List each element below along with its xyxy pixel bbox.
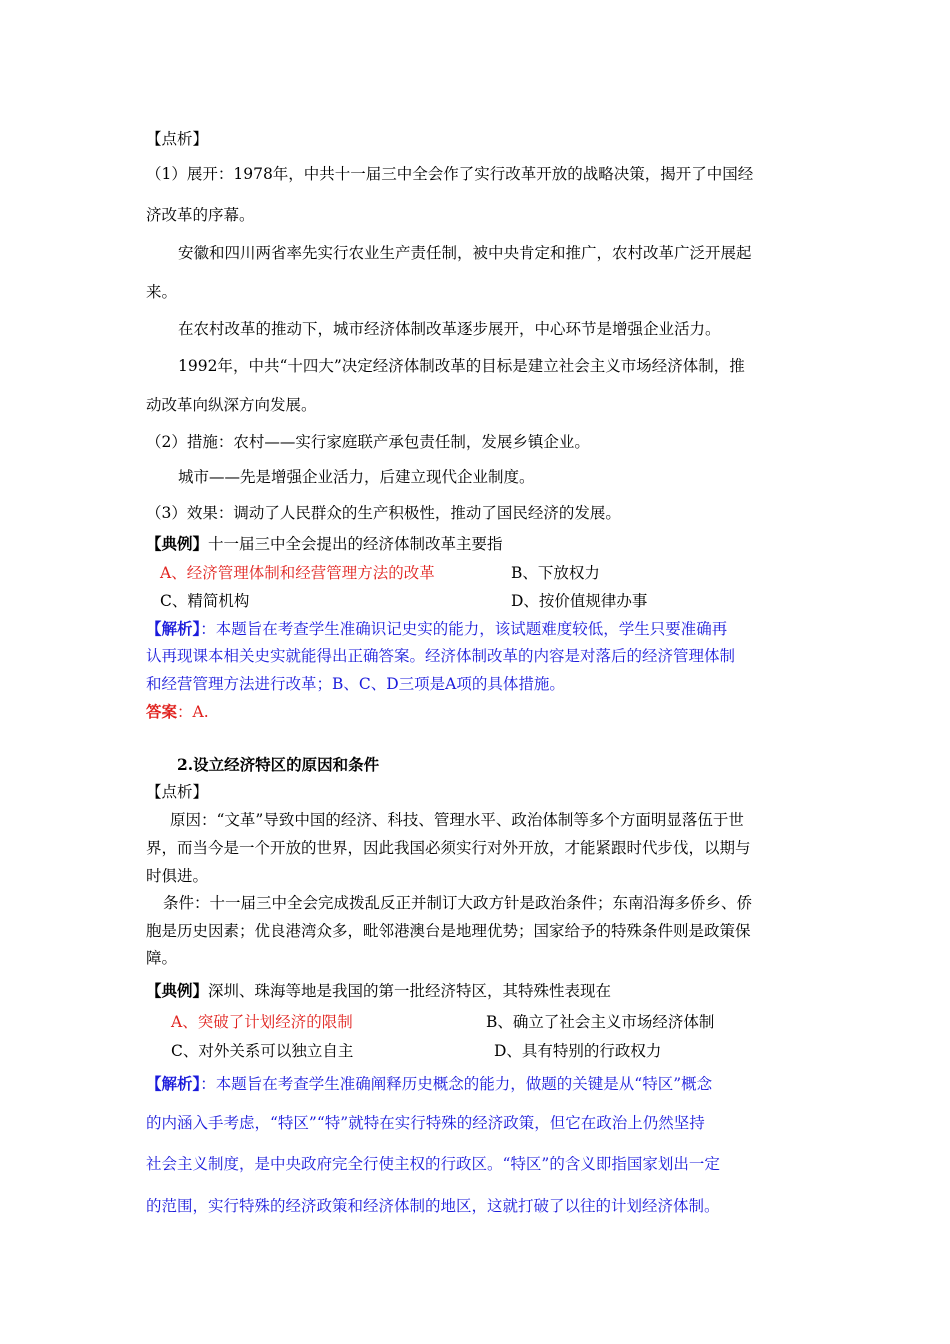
analysis-line: 的内涵入手考虑，“特区”“特”就特在实行特殊的经济政策，但它在政治上仍然坚持 — [146, 1114, 705, 1132]
dianxi-label: 【点析】 — [146, 783, 209, 801]
example-question — [146, 981, 611, 1001]
analysis-line: 的范围，实行特殊的经济政策和经济体制的地区，这就打破了以往的计划经济体制。 — [146, 1197, 720, 1215]
analysis-line: 社会主义制度，是中央政府完全行使主权的行政区。“特区”的含义即指国家划出一定 — [146, 1155, 720, 1173]
option-d: D、按价值规律办事 — [511, 592, 648, 610]
analysis-line: 和经营管理方法进行改革；B、C、D三项是A项的具体措施。 — [146, 675, 565, 693]
analysis-line — [146, 1074, 712, 1094]
example-label: 【典例】 — [146, 534, 209, 553]
paragraph-line: （3）效果：调动了人民群众的生产积极性，推动了国民经济的发展。 — [146, 504, 621, 522]
analysis-line — [146, 619, 727, 639]
paragraph-line: 来。 — [146, 283, 178, 301]
analysis-text: ：本题旨在考查学生准确阐释历史概念的能力，做题的关键是从“特区”概念 — [200, 1075, 713, 1093]
paragraph-line: 界，而当今是一个开放的世界，因此我国必须实行对外开放，才能紧跟时代步伐，以期与 — [146, 839, 751, 857]
paragraph-line: 原因：“文革”导致中国的经济、科技、管理水平、政治体制等多个方面明显落伍于世 — [170, 811, 744, 829]
paragraph-line: （1）展开：1978年，中共十一届三中全会作了实行改革开放的战略决策，揭开了中国经 — [146, 165, 754, 183]
option-b: B、确立了社会主义市场经济体制 — [486, 1013, 715, 1031]
option-d: D、具有特别的行政权力 — [494, 1042, 662, 1060]
answer — [146, 702, 209, 722]
analysis-label: 【解析】 — [146, 1074, 201, 1093]
paragraph-line: （2）措施：农村——实行家庭联产承包责任制，发展乡镇企业。 — [146, 433, 590, 451]
option-c: C、对外关系可以独立自主 — [171, 1042, 354, 1060]
paragraph-line: 时俱进。 — [146, 867, 209, 885]
paragraph-line: 障。 — [146, 949, 178, 967]
example-label: 【典例】 — [146, 981, 209, 1000]
analysis-line: 认再现课本相关史实就能得出正确答案。经济体制改革的内容是对落后的经济管理体制 — [146, 647, 736, 665]
paragraph-line: 条件：十一届三中全会完成拨乱反正并制订大政方针是政治条件；东南沿海多侨乡、侨 — [163, 894, 753, 912]
paragraph-line: 胞是历史因素；优良港湾众多，毗邻港澳台是地理优势；国家给予的特殊条件则是政策保 — [146, 922, 751, 940]
option-c: C、精简机构 — [160, 592, 250, 610]
paragraph-line: 在农村改革的推动下，城市经济体制改革逐步展开，中心环节是增强企业活力。 — [178, 320, 721, 338]
paragraph-line: 安徽和四川两省率先实行农业生产责任制，被中央肯定和推广，农村改革广泛开展起 — [178, 244, 752, 262]
option-b: B、下放权力 — [511, 564, 600, 582]
analysis-text: ：本题旨在考查学生准确识记史实的能力，该试题难度较低，学生只要准确再 — [200, 620, 728, 638]
paragraph-line: 1992年，中共“十四大”决定经济体制改革的目标是建立社会主义市场经济体制，推 — [178, 357, 745, 375]
section-heading: 2.设立经济特区的原因和条件 — [177, 755, 380, 774]
example-question — [146, 534, 503, 554]
example-question-text: 深圳、珠海等地是我国的第一批经济特区，其特殊性表现在 — [208, 982, 612, 1000]
dianxi-label: 【点析】 — [146, 130, 209, 148]
option-a: A、突破了计划经济的限制 — [171, 1013, 353, 1031]
paragraph-line: 动改革向纵深方向发展。 — [146, 396, 317, 414]
paragraph-line: 济改革的序幕。 — [146, 206, 255, 224]
option-a: A、经济管理体制和经营管理方法的改革 — [160, 564, 435, 582]
paragraph-line: 城市——先是增强企业活力，后建立现代企业制度。 — [178, 468, 535, 486]
analysis-label: 【解析】 — [146, 619, 201, 638]
example-question-text: 十一届三中全会提出的经济体制改革主要指 — [208, 535, 503, 553]
answer-value: ：A. — [177, 703, 209, 721]
answer-label: 答案 — [146, 702, 178, 721]
